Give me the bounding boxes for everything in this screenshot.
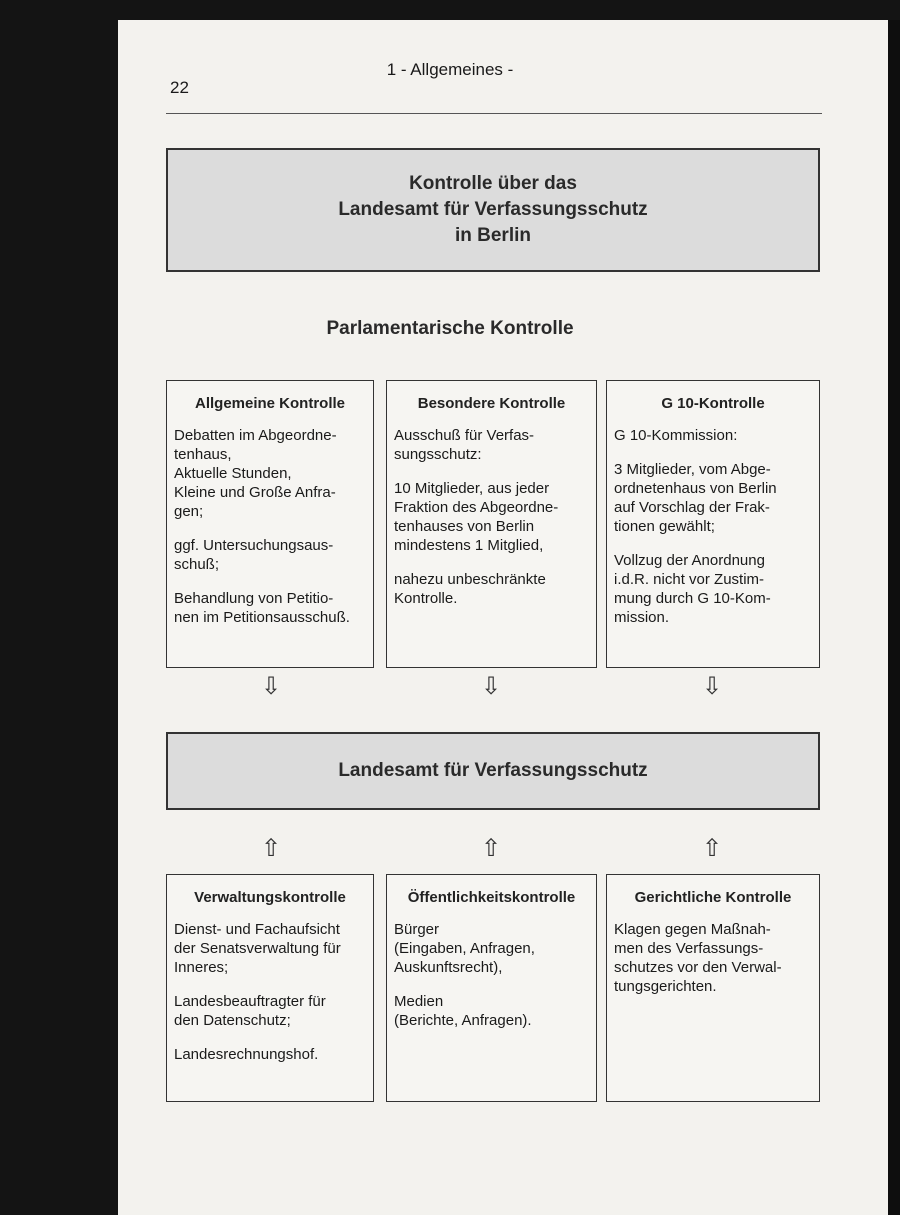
box-paragraph: nahezu unbeschränkte Kontrolle. <box>394 571 546 607</box>
box-allgemeine-kontrolle <box>166 380 374 668</box>
up-arrow-icon: ⇧ <box>701 835 723 862</box>
box-heading: G 10-Kontrolle <box>661 395 765 412</box>
box-heading: Verwaltungskontrolle <box>194 889 346 906</box>
box-paragraph: Medien (Berichte, Anfragen). <box>394 993 532 1029</box>
down-arrow-icon: ⇩ <box>701 673 723 700</box>
scan-edge <box>888 20 900 1215</box>
up-arrow-icon: ⇧ <box>260 835 282 862</box>
box-paragraph: 3 Mitglieder, vom Abge- ordnetenhaus von Berlin auf Vorschlag der Frak- tionen gewählt; <box>614 461 777 535</box>
box-oeffentlichkeitskontrolle <box>386 874 597 1102</box>
center-box-label: Landesamt für Verfassungsschutz <box>338 760 648 781</box>
box-paragraph: Debatten im Abgeordne- tenhaus, Aktuelle Stunden, Kleine und Große Anfra- gen; <box>174 427 337 520</box>
running-head: 1 - Allgemeines - <box>386 60 514 79</box>
box-verwaltungskontrolle <box>166 874 374 1102</box>
box-paragraph: Dienst- und Fachaufsicht der Senatsverwaltung für Inneres; <box>174 921 341 976</box>
title-box <box>166 148 820 272</box>
box-paragraph: ggf. Untersuchungsaus- schuß; <box>174 537 334 573</box>
box-paragraph: Bürger (Eingaben, Anfragen, Auskunftsrecht), <box>394 921 535 976</box>
box-paragraph: Vollzug der Anordnung i.d.R. nicht vor Zustim- mung durch G 10-Kom- mission. <box>614 552 771 626</box>
down-arrow-icon: ⇩ <box>480 673 502 700</box>
down-arrow-icon: ⇩ <box>260 673 282 700</box>
up-arrow-icon: ⇧ <box>480 835 502 862</box>
box-heading: Öffentlichkeitskontrolle <box>407 889 576 906</box>
box-heading: Besondere Kontrolle <box>417 395 566 412</box>
box-paragraph: 10 Mitglieder, aus jeder Fraktion des Abgeordne- tenhauses von Berlin mindestens 1 Mitglied, <box>394 480 559 554</box>
diagram-title: Kontrolle über das Landesamt für Verfassungsschutz in Berlin <box>338 173 648 246</box>
box-g10-kontrolle <box>606 380 820 668</box>
box-gerichtliche-kontrolle <box>606 874 820 1102</box>
box-paragraph: G 10-Kommission: <box>614 427 738 444</box>
page-number: 22 <box>170 78 189 97</box>
box-paragraph: Klagen gegen Maßnah- men des Verfassungs- schutzes vor den Verwal- tungsgerichten. <box>614 921 782 995</box>
box-paragraph: Landesrechnungshof. <box>174 1046 319 1063</box>
box-besondere-kontrolle <box>386 380 597 668</box>
box-paragraph: Landesbeauftragter für den Datenschutz; <box>174 993 326 1029</box>
box-paragraph: Ausschuß für Verfas- sungsschutz: <box>394 427 535 463</box>
box-paragraph: Behandlung von Petitio- nen im Petitionsausschuß. <box>174 590 350 626</box>
box-heading: Allgemeine Kontrolle <box>194 395 346 412</box>
center-box <box>166 732 820 810</box>
box-heading: Gerichtliche Kontrolle <box>634 889 792 906</box>
header-rule <box>166 113 822 114</box>
section-heading: Parlamentarische Kontrolle <box>326 318 574 339</box>
